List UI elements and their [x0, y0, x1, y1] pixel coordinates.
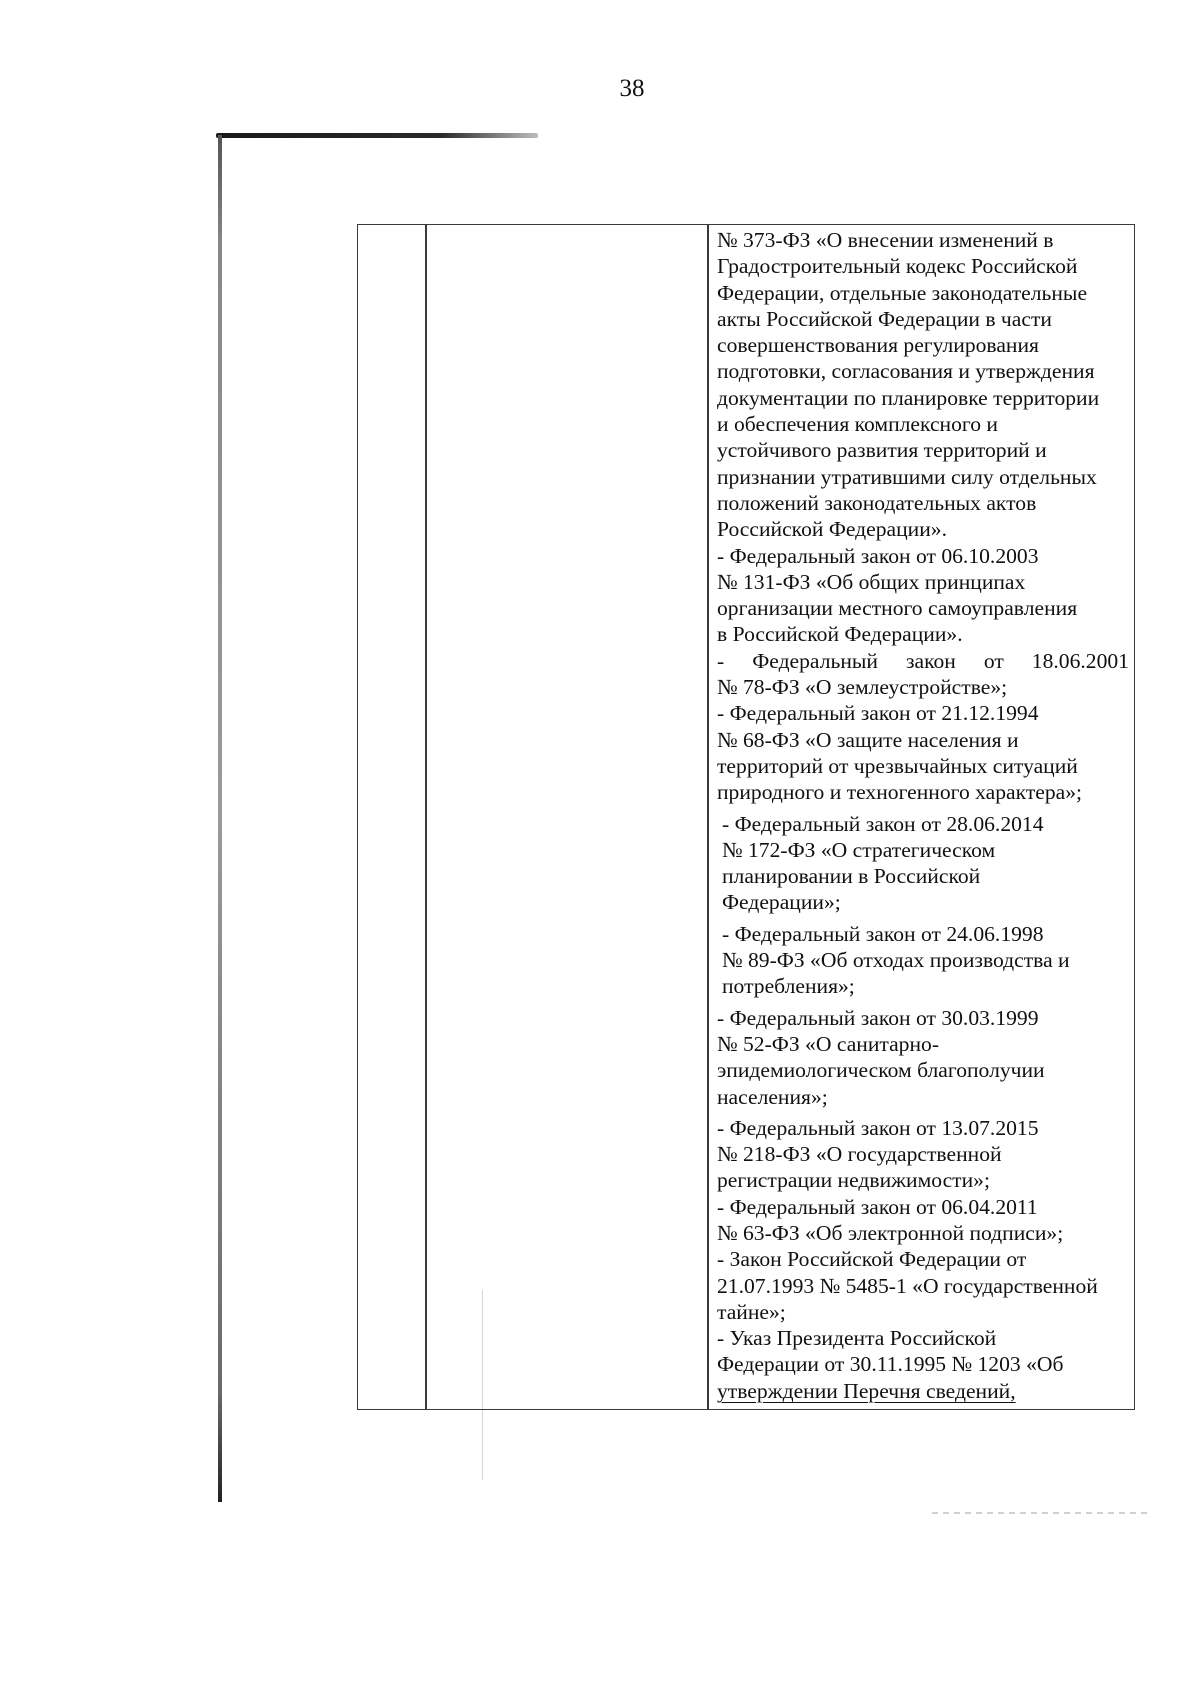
word: - — [717, 648, 725, 673]
text-line: Градостроительный кодекс Российской — [717, 254, 1078, 279]
text-line: Российской Федерации». — [717, 517, 947, 542]
text-line: положений законодательных актов — [717, 490, 1037, 515]
text-line: - Федеральный закон от 13.07.2015 — [717, 1115, 1039, 1140]
text-line: № 218-ФЗ «О государственной — [717, 1142, 1002, 1167]
legislation-table — [357, 224, 1135, 1410]
text-line: № 172-ФЗ «О стратегическом — [722, 837, 996, 862]
scan-top-edge — [216, 133, 538, 138]
column-divider-1 — [425, 225, 427, 1409]
text-line: - Закон Российской Федерации от — [717, 1247, 1027, 1272]
text-line: потребления»; — [722, 974, 855, 999]
text-line: - Федеральный закон от 28.06.2014 — [722, 811, 1044, 836]
text-line: документации по планировке территории — [717, 385, 1100, 410]
text-line: Федерации»; — [722, 890, 841, 915]
text-line: природного и техногенного характера»; — [717, 780, 1083, 805]
text-line: 21.07.1993 № 5485-1 «О государственной — [717, 1273, 1098, 1298]
text-line: населения»; — [717, 1084, 828, 1109]
word: закон — [905, 648, 956, 673]
text-line: акты Российской Федерации в части — [717, 306, 1052, 331]
text-line: № 78-ФЗ «О землеустройстве»; — [717, 675, 1008, 700]
word: Федеральный — [752, 648, 878, 673]
text-line: - Федеральный закон от 30.03.1999 — [717, 1005, 1039, 1030]
text-line: № 68-ФЗ «О защите населения и — [717, 727, 1019, 752]
text-line: регистрации недвижимости»; — [717, 1168, 990, 1193]
word: от — [983, 648, 1004, 673]
text-line: - Федеральный закон от 06.04.2011 — [717, 1194, 1038, 1219]
text-line: № 52-ФЗ «О санитарно- — [717, 1031, 940, 1056]
legal-acts-text — [717, 227, 1129, 1404]
text-line: признании утратившими силу отдельных — [717, 464, 1097, 489]
text-line: планировании в Российской — [722, 864, 981, 889]
text-line: - Указ Президента Российской — [717, 1326, 997, 1351]
page-number: 38 — [619, 75, 645, 102]
text-line: в Российской Федерации». — [717, 622, 963, 647]
text-line: № 89-ФЗ «Об отходах производства и — [722, 948, 1070, 973]
text-line: Федерации, отдельные законодательные — [717, 280, 1088, 305]
text-line-justified — [717, 648, 1129, 674]
text-line: и обеспечения комплексного и — [717, 412, 998, 437]
scan-bottom-specks — [932, 1512, 1150, 1514]
text-line: - Федеральный закон от 06.10.2003 — [717, 543, 1039, 568]
text-line: подготовки, согласования и утверждения — [717, 359, 1095, 384]
text-line: эпидемиологическом благополучии — [717, 1058, 1045, 1083]
text-line: Федерации от 30.11.1995 № 1203 «Об — [717, 1352, 1064, 1377]
text-line: территорий от чрезвычайных ситуаций — [717, 753, 1078, 778]
text-line: тайне»; — [717, 1299, 786, 1324]
column-divider-2 — [707, 225, 709, 1409]
text-line: № 131-ФЗ «Об общих принципах — [717, 569, 1026, 594]
scan-left-edge — [218, 135, 222, 1502]
text-line: № 63-ФЗ «Об электронной подписи»; — [717, 1220, 1064, 1245]
text-line: - Федеральный закон от 24.06.1998 — [722, 921, 1044, 946]
text-line: - Федеральный закон от 21.12.1994 — [717, 701, 1039, 726]
text-line: утверждении Перечня сведений, — [717, 1378, 1016, 1403]
text-line: устойчивого развития территорий и — [717, 438, 1047, 463]
text-line: совершенствования регулирования — [717, 333, 1039, 358]
word: 18.06.2001 — [1031, 648, 1129, 673]
text-line: организации местного самоуправления — [717, 596, 1078, 621]
text-line: № 373-ФЗ «О внесении изменений в — [717, 228, 1054, 252]
